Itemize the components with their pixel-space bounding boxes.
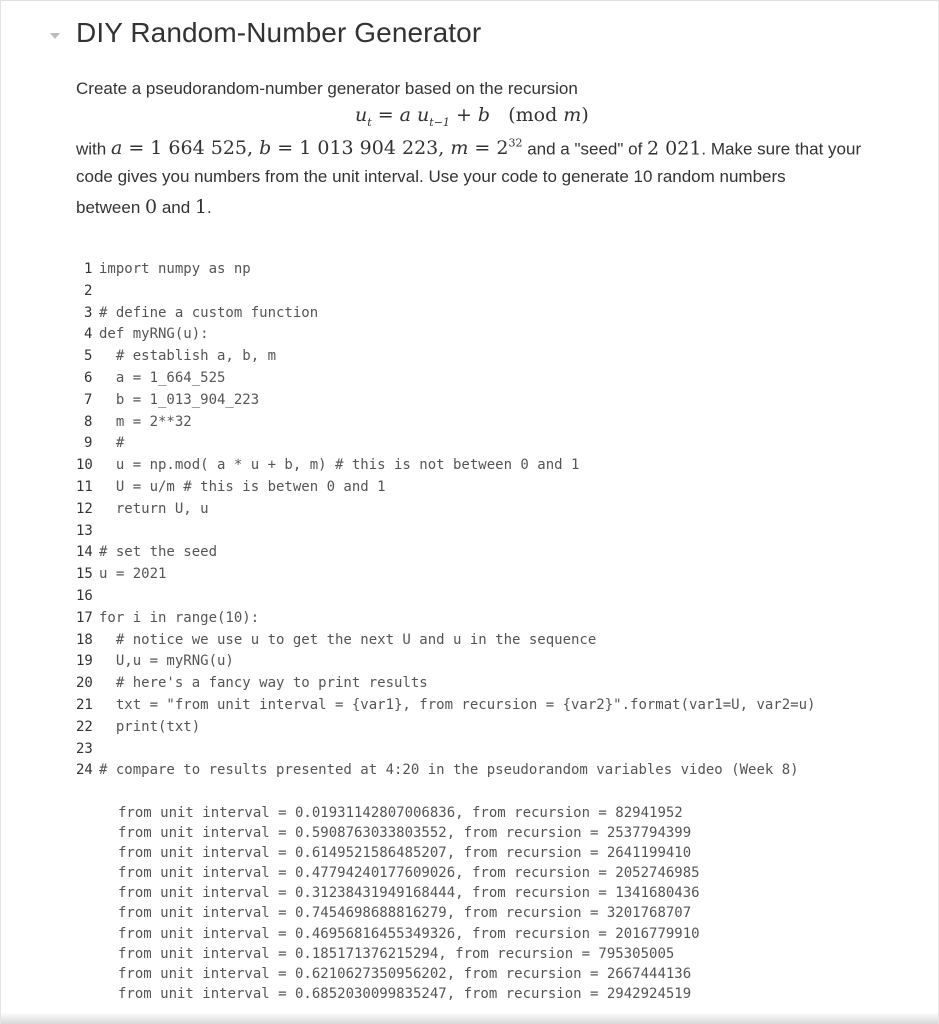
output-block (118, 803, 700, 1004)
code-line (76, 760, 926, 782)
line-number: 13 (76, 522, 93, 539)
line-number: 23 (76, 740, 93, 757)
code-text: a = 1_664_525 (99, 369, 226, 386)
line-number: 21 (76, 696, 93, 713)
code-line (76, 673, 926, 695)
code-text: # set the seed (99, 544, 218, 561)
code-line (76, 564, 926, 586)
code-line (76, 521, 926, 543)
code-line (76, 390, 926, 412)
line-number: 2 (84, 282, 93, 299)
output-line: from unit interval = 0.7454698688816279, from recursion = 3201768707 (118, 905, 692, 922)
code-text: # compare to results presented at 4:20 in the pseudorandom variables video (Week 8) (99, 762, 799, 779)
code-text: U,u = myRNG(u) (99, 653, 234, 670)
description-line-2: with a = 1 664 525, b = 1 013 904 223, $m = 2^{32}$ and a "seed" of 2 021. Make sure that your (76, 137, 862, 160)
code-text: return U, u (99, 500, 209, 517)
line-number: 10 (76, 457, 93, 474)
line-number: 17 (76, 609, 93, 626)
output-line: from unit interval = 0.6852030099835247, from recursion = 2942924519 (118, 985, 692, 1002)
code-text: # (99, 435, 125, 452)
recursion-equation: $u_t = a$ $u_{t-1} + b$ (mod m) (355, 104, 589, 129)
code-text: txt = "from unit interval = {var1}, from recursion = {var2}".format(var1=U, var2=u) (99, 696, 816, 713)
code-text: # define a custom function (99, 304, 319, 321)
triangle-down-icon[interactable] (49, 31, 61, 41)
line-number: 19 (76, 653, 93, 670)
output-line: from unit interval = 0.47794240177609026, from recursion = 2052746985 (118, 865, 700, 882)
description-line-4: between 0 and 1. (76, 196, 212, 218)
code-text: # notice we use u to get the next U and u in the sequence (99, 631, 597, 648)
code-line (76, 586, 926, 608)
code-text: print(txt) (99, 718, 201, 735)
code-line (76, 324, 926, 346)
line-number: 12 (76, 500, 93, 517)
line-number: 5 (84, 348, 93, 365)
code-text: u = np.mod( a * u + b, m) # this is not between 0 and 1 (99, 457, 580, 474)
code-line (76, 281, 926, 303)
line-number: 24 (76, 762, 93, 779)
code-line (76, 259, 926, 281)
line-number: 9 (84, 435, 93, 452)
output-line: from unit interval = 0.46956816455349326, from recursion = 2016779910 (118, 925, 700, 942)
line-number: 20 (76, 675, 93, 692)
line-number: 8 (84, 413, 93, 430)
line-number: 6 (84, 369, 93, 386)
line-number: 3 (84, 304, 93, 321)
code-line (76, 717, 926, 739)
code-text: m = 2**32 (99, 413, 192, 430)
code-line (76, 368, 926, 390)
code-block[interactable] (76, 259, 926, 782)
line-number: 22 (76, 718, 93, 735)
code-text: def myRNG(u): (99, 326, 209, 343)
code-text: # establish a, b, m (99, 348, 277, 365)
code-line (76, 455, 926, 477)
output-line: from unit interval = 0.6149521586485207, from recursion = 2641199410 (118, 845, 692, 862)
line-number: 18 (76, 631, 93, 648)
code-line (76, 608, 926, 630)
code-text: b = 1_013_904_223 (99, 391, 260, 408)
bottom-shadow (1, 1012, 938, 1024)
output-line: from unit interval = 0.5908763033803552, from recursion = 2537794399 (118, 825, 692, 842)
code-line (76, 433, 926, 455)
description-line-3: code gives you numbers from the unit interval. Use your code to generate 10 random numbers (76, 167, 786, 186)
cell-heading: DIY Random-Number Generator (76, 17, 482, 48)
code-text: # here's a fancy way to print results (99, 675, 428, 692)
code-line (76, 412, 926, 434)
description-line-1: Create a pseudorandom-number generator based on the recursion (76, 79, 578, 98)
output-line: from unit interval = 0.31238431949168444, from recursion = 1341680436 (118, 885, 700, 902)
line-number: 1 (84, 261, 93, 277)
code-line (76, 303, 926, 325)
code-text: for i in range(10): (99, 609, 260, 626)
line-number: 16 (76, 587, 93, 604)
code-text: u = 2021 (99, 566, 167, 583)
code-line (76, 499, 926, 521)
code-line (76, 695, 926, 717)
code-line (76, 477, 926, 499)
code-line (76, 542, 926, 564)
line-number: 11 (76, 478, 93, 495)
code-line (76, 651, 926, 673)
code-text: U = u/m # this is betwen 0 and 1 (99, 478, 386, 495)
line-number: 14 (76, 544, 93, 561)
line-number: 15 (76, 566, 93, 583)
output-line: from unit interval = 0.01931142807006836, from recursion = 82941952 (118, 805, 683, 821)
line-number: 7 (84, 391, 93, 408)
code-line (76, 346, 926, 368)
output-line: from unit interval = 0.6210627350956202, from recursion = 2667444136 (118, 965, 692, 982)
code-line (76, 630, 926, 652)
line-number: 4 (84, 326, 93, 343)
output-line: from unit interval = 0.185171376215294, from recursion = 795305005 (118, 945, 675, 962)
code-line (76, 739, 926, 761)
code-text: import numpy as np (99, 261, 251, 277)
